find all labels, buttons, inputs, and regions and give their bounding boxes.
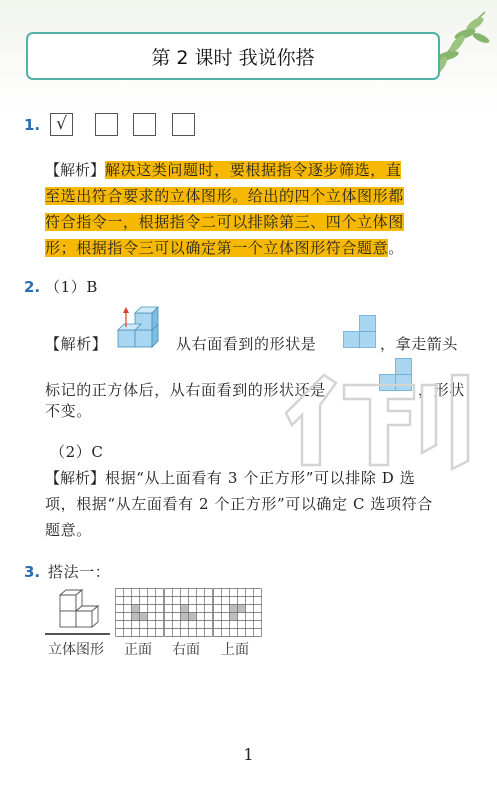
q1-analysis [45, 157, 469, 261]
question-number-3: 3. [24, 563, 41, 581]
analysis-end: 。 [388, 239, 404, 257]
question-number-2: 2. [24, 278, 41, 296]
q3-title: 搭法一： [48, 563, 111, 581]
label-front-view: 正面 [124, 642, 152, 658]
lesson-title: 第 2 课时 我说你搭 [26, 32, 440, 80]
analysis-line: 题意。 [45, 521, 92, 539]
q2-analysis1-text-c: 标记的正方体后，从右面看到的形状还是 [45, 381, 326, 399]
q2-analysis2 [45, 465, 469, 543]
label-top-view: 上面 [221, 642, 249, 658]
checkbox-1[interactable]: √ [50, 113, 73, 136]
cube-stack-figure [116, 303, 168, 351]
q2-part1: （1）B [45, 278, 98, 296]
q2-analysis1-text-a: 从右面看到的形状是 [176, 335, 317, 353]
right-view-shape-1 [343, 315, 377, 349]
question-number-1: 1. [24, 116, 41, 134]
q2-analysis1-text-b: ，拿走箭头 [380, 335, 459, 353]
solid-figure [48, 589, 104, 633]
q2-analysis1-tag: 【解析】 [45, 335, 108, 353]
front-view-grid [115, 588, 164, 637]
q2-analysis1-text-d: ，形状 [418, 381, 465, 399]
checkbox-2[interactable] [95, 113, 118, 136]
q2-analysis1-text-e: 不变。 [45, 402, 92, 420]
watermark-stamp [284, 365, 494, 475]
page-number: 1 [243, 745, 254, 764]
analysis-line: 根据“从上面看有 3 个正方形”可以排除 D 选 [105, 469, 416, 487]
top-view-grid [213, 588, 262, 637]
analysis-line: 形；根据指令三可以确定第一个立体图形符合题意 [45, 239, 389, 257]
figure-baseline [45, 633, 110, 635]
analysis-tag: 【解析】 [45, 161, 106, 179]
analysis-tag: 【解析】 [45, 469, 106, 487]
checkbox-4[interactable] [172, 113, 195, 136]
q2-part2: （2）C [50, 443, 104, 461]
checkbox-3[interactable] [133, 113, 156, 136]
analysis-line: 解决这类问题时，要根据指令逐步筛选，直 [105, 161, 402, 179]
label-solid-figure: 立体图形 [48, 642, 104, 658]
analysis-line: 至选出符合要求的立体图形。给出的四个立体图形都 [45, 187, 404, 205]
label-right-view: 右面 [172, 642, 200, 658]
right-view-grid [164, 588, 213, 637]
analysis-line: 符合指令一，根据指令二可以排除第三、四个立体图 [45, 213, 404, 231]
analysis-line: 项，根据“从左面看有 2 个正方形”可以确定 C 选项符合 [45, 495, 433, 513]
